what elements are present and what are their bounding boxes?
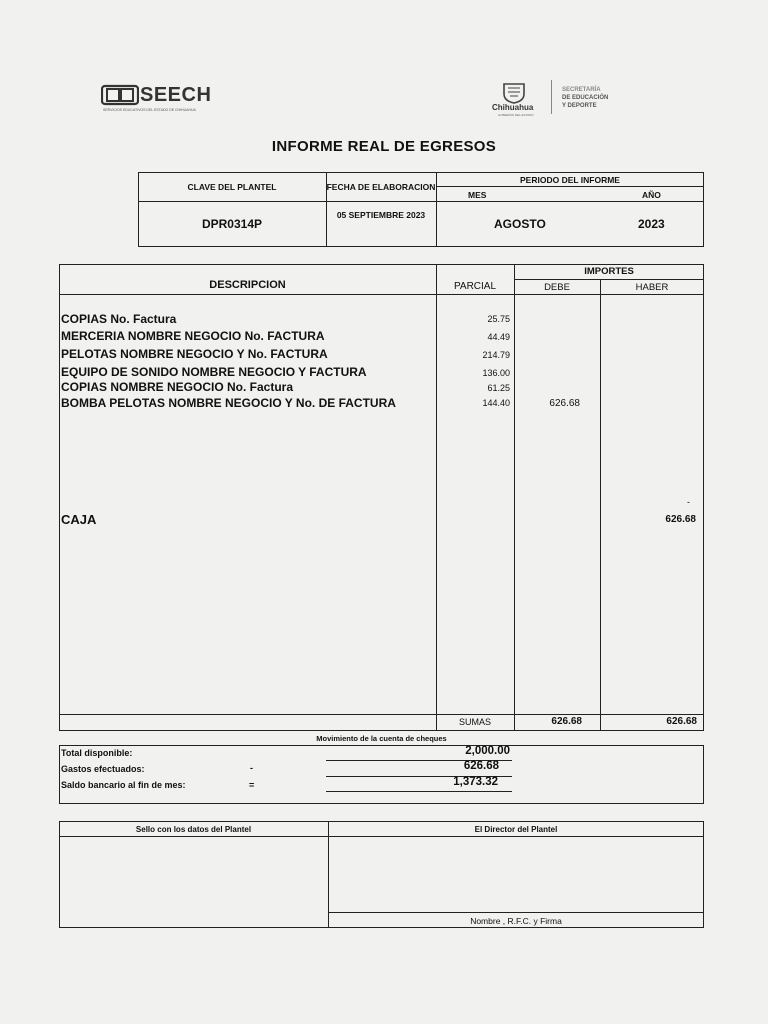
total-label: Total disponible: <box>61 748 133 758</box>
item-desc: COPIAS No. Factura <box>61 312 177 326</box>
caja-haber: 626.68 <box>665 514 696 525</box>
seech-subtitle: SERVICIOS EDUCATIVOS DEL ESTADO DE CHIHUAHUA <box>103 108 196 112</box>
chihuahua-sub: GOBIERNO DEL ESTADO <box>498 113 534 117</box>
periodo-line <box>436 186 704 187</box>
item-parcial: 214.79 <box>482 350 510 360</box>
haber-label: HABER <box>635 282 669 293</box>
item-parcial: 25.75 <box>487 314 510 324</box>
parcial-label: PARCIAL <box>453 281 497 292</box>
anio-label: AÑO <box>642 190 661 200</box>
item-desc: MERCERIA NOMBRE NEGOCIO No. FACTURA <box>61 329 325 343</box>
importes-label: IMPORTES <box>584 266 634 277</box>
seech-logo-text: SEECH <box>140 84 212 106</box>
secretaria-line2: DE EDUCACIÓN <box>562 95 609 101</box>
movimiento-title: Movimiento de la cuenta de cheques <box>316 734 447 743</box>
item-desc: COPIAS NOMBRE NEGOCIO No. Factura <box>61 380 294 394</box>
minus-sign: - <box>250 763 253 773</box>
importes-line <box>514 279 704 280</box>
clave-value: DPR0314P <box>201 217 263 231</box>
director-label: El Director del Plantel <box>474 825 558 834</box>
sello-label: Sello con los datos del Plantel <box>135 825 252 834</box>
item-desc: PELOTAS NOMBRE NEGOCIO Y No. FACTURA <box>61 347 328 361</box>
saldo-underline <box>326 791 512 792</box>
gastos-label: Gastos efectuados: <box>61 764 145 774</box>
sumas-line <box>59 714 704 715</box>
mes-value: AGOSTO <box>494 217 546 231</box>
page-title: INFORME REAL DE EGRESOS <box>271 138 497 152</box>
secretaria-line1: SECRETARÍA <box>562 87 601 93</box>
col-divider-haber <box>600 279 601 731</box>
chihuahua-text: Chihuahua <box>492 103 534 112</box>
caja-label: CAJA <box>61 512 97 527</box>
gastos-value: 626.68 <box>463 760 499 772</box>
fecha-label: FECHA DE ELABORACION <box>326 182 436 192</box>
firmas-header-line <box>59 836 704 837</box>
movimiento-box <box>59 745 704 804</box>
nombre-line <box>328 912 704 913</box>
shield-icon <box>502 82 526 104</box>
info-header-line <box>138 201 704 202</box>
debe-total-items: 626.68 <box>549 398 580 409</box>
book-icon <box>101 84 139 106</box>
chihuahua-logo <box>490 80 550 116</box>
descripcion-label: DESCRIPCION <box>209 279 286 291</box>
col-divider-parcial <box>436 264 437 731</box>
sumas-haber: 626.68 <box>666 716 697 727</box>
clave-label: CLAVE DEL PLANTEL <box>187 182 277 192</box>
secretaria-logo <box>562 86 608 110</box>
total-value: 2,000.00 <box>465 745 510 757</box>
mes-label: MES <box>468 190 487 200</box>
saldo-label: Saldo bancario al fin de mes: <box>61 780 186 790</box>
col-divider-debe <box>514 264 515 731</box>
equals-sign: = <box>249 780 255 790</box>
header-bottom-line <box>59 294 704 295</box>
saldo-value: 1,373.32 <box>453 776 498 788</box>
secretaria-line3: Y DEPORTE <box>562 103 597 109</box>
debe-label: DEBE <box>544 282 570 293</box>
item-parcial: 144.40 <box>482 398 510 408</box>
anio-value: 2023 <box>638 217 665 231</box>
item-parcial: 61.25 <box>487 383 510 393</box>
periodo-label: PERIODO DEL INFORME <box>520 175 620 185</box>
item-desc: BOMBA PELOTAS NOMBRE NEGOCIO Y No. DE FACTURA <box>61 396 396 410</box>
item-parcial: 44.49 <box>487 332 510 342</box>
sumas-label: SUMAS <box>458 717 491 727</box>
item-desc: EQUIPO DE SONIDO NOMBRE NEGOCIO Y FACTURA <box>61 365 367 379</box>
fecha-value: 05 SEPTIEMBRE 2023 <box>336 210 426 220</box>
logo-divider <box>551 80 552 114</box>
sumas-debe: 626.68 <box>551 716 582 727</box>
seech-logo <box>101 84 226 114</box>
item-parcial: 136.00 <box>482 368 510 378</box>
nombre-label: Nombre , R.F.C. y Firma <box>470 916 562 926</box>
caja-dash: - <box>687 497 690 507</box>
